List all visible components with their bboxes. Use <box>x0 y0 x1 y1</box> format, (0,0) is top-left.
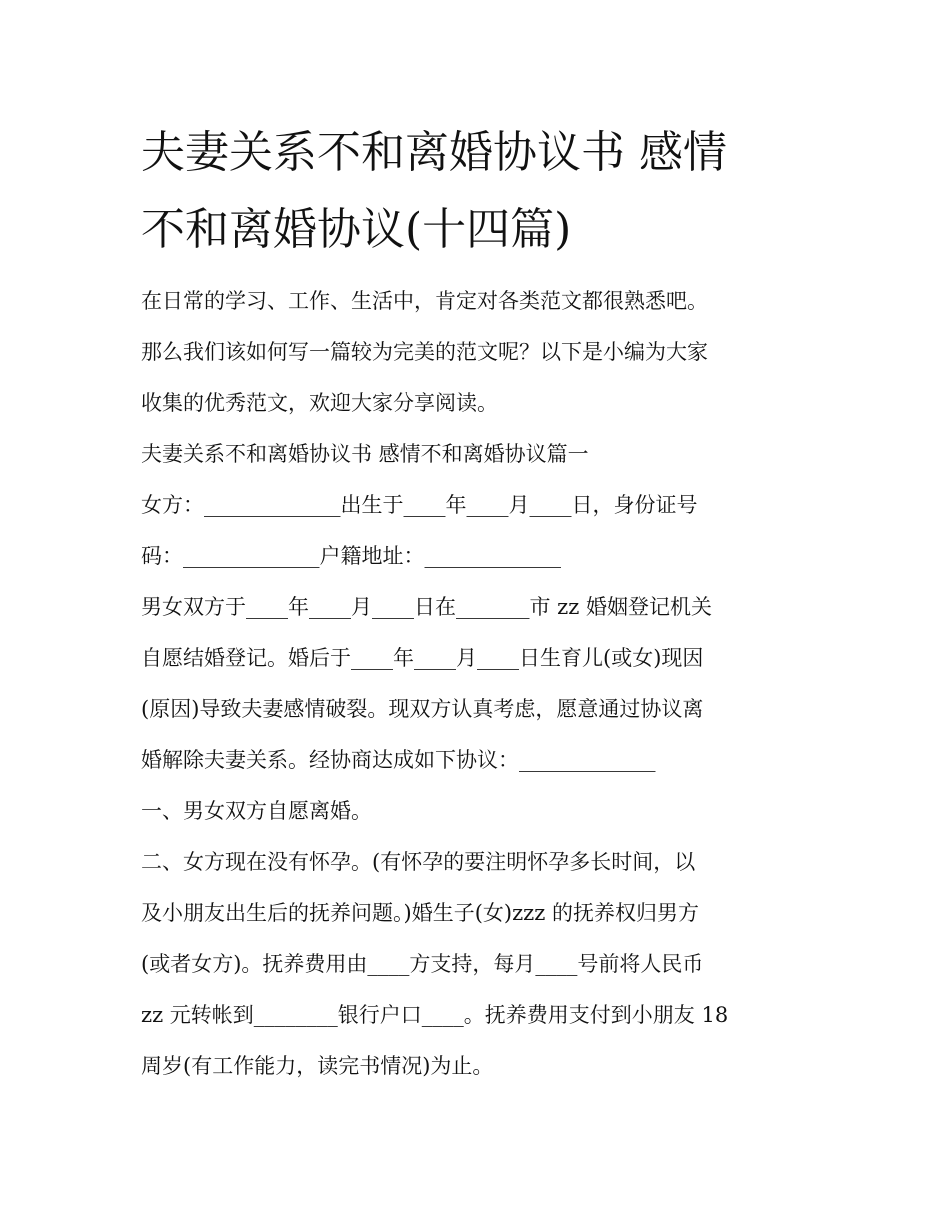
marriage-line-2: 自愿结婚登记。婚后于____年____月____日生育儿(或女)现因 <box>141 646 704 670</box>
title-line-1: 夫妻关系不和离婚协议书 感情 <box>141 127 727 178</box>
title-line-2: 不和离婚协议(十四篇) <box>141 204 572 255</box>
id-address-line: 码：_____________户籍地址：_____________ <box>141 544 561 568</box>
marriage-line-3: (原因)导致夫妻感情破裂。现双方认真考虑，愿意通过协议离 <box>141 697 704 721</box>
intro-line-1: 在日常的学习、工作、生活中，肯定对各类范文都很熟悉吧。 <box>141 289 708 313</box>
intro-line-2: 那么我们该如何写一篇较为完美的范文呢？以下是小编为大家 <box>141 340 708 364</box>
clause-2-line-1: 二、女方现在没有怀孕。(有怀孕的要注明怀孕多长时间，以 <box>141 850 696 874</box>
clause-2-line-4: zz 元转帐到________银行户口____。抚养费用支付到小朋友 18 <box>141 1003 729 1027</box>
document-title <box>141 114 821 268</box>
marriage-line-4: 婚解除夫妻关系。经协商达成如下协议：_____________ <box>141 748 656 772</box>
intro-line-3: 收集的优秀范文，欢迎大家分享阅读。 <box>141 391 498 415</box>
section-heading: 夫妻关系不和离婚协议书 感情不和离婚协议篇一 <box>141 442 589 466</box>
clause-2-line-3: (或者女方)。抚养费用由____方支持，每月____号前将人民币 <box>141 952 704 976</box>
marriage-line-1: 男女双方于____年____月____日在_______市 zz 婚姻登记机关 <box>141 595 712 619</box>
clause-1: 一、男女双方自愿离婚。 <box>141 799 372 823</box>
clause-2-line-5: 周岁(有工作能力，读完书情况)为止。 <box>141 1054 494 1078</box>
clause-2-line-2: 及小朋友出生后的抚养问题。)婚生子(女)zzz 的抚养权归男方 <box>141 901 699 925</box>
female-party-line: 女方：_____________出生于____年____月____日，身份证号 <box>141 493 698 517</box>
document-body <box>141 276 821 1092</box>
